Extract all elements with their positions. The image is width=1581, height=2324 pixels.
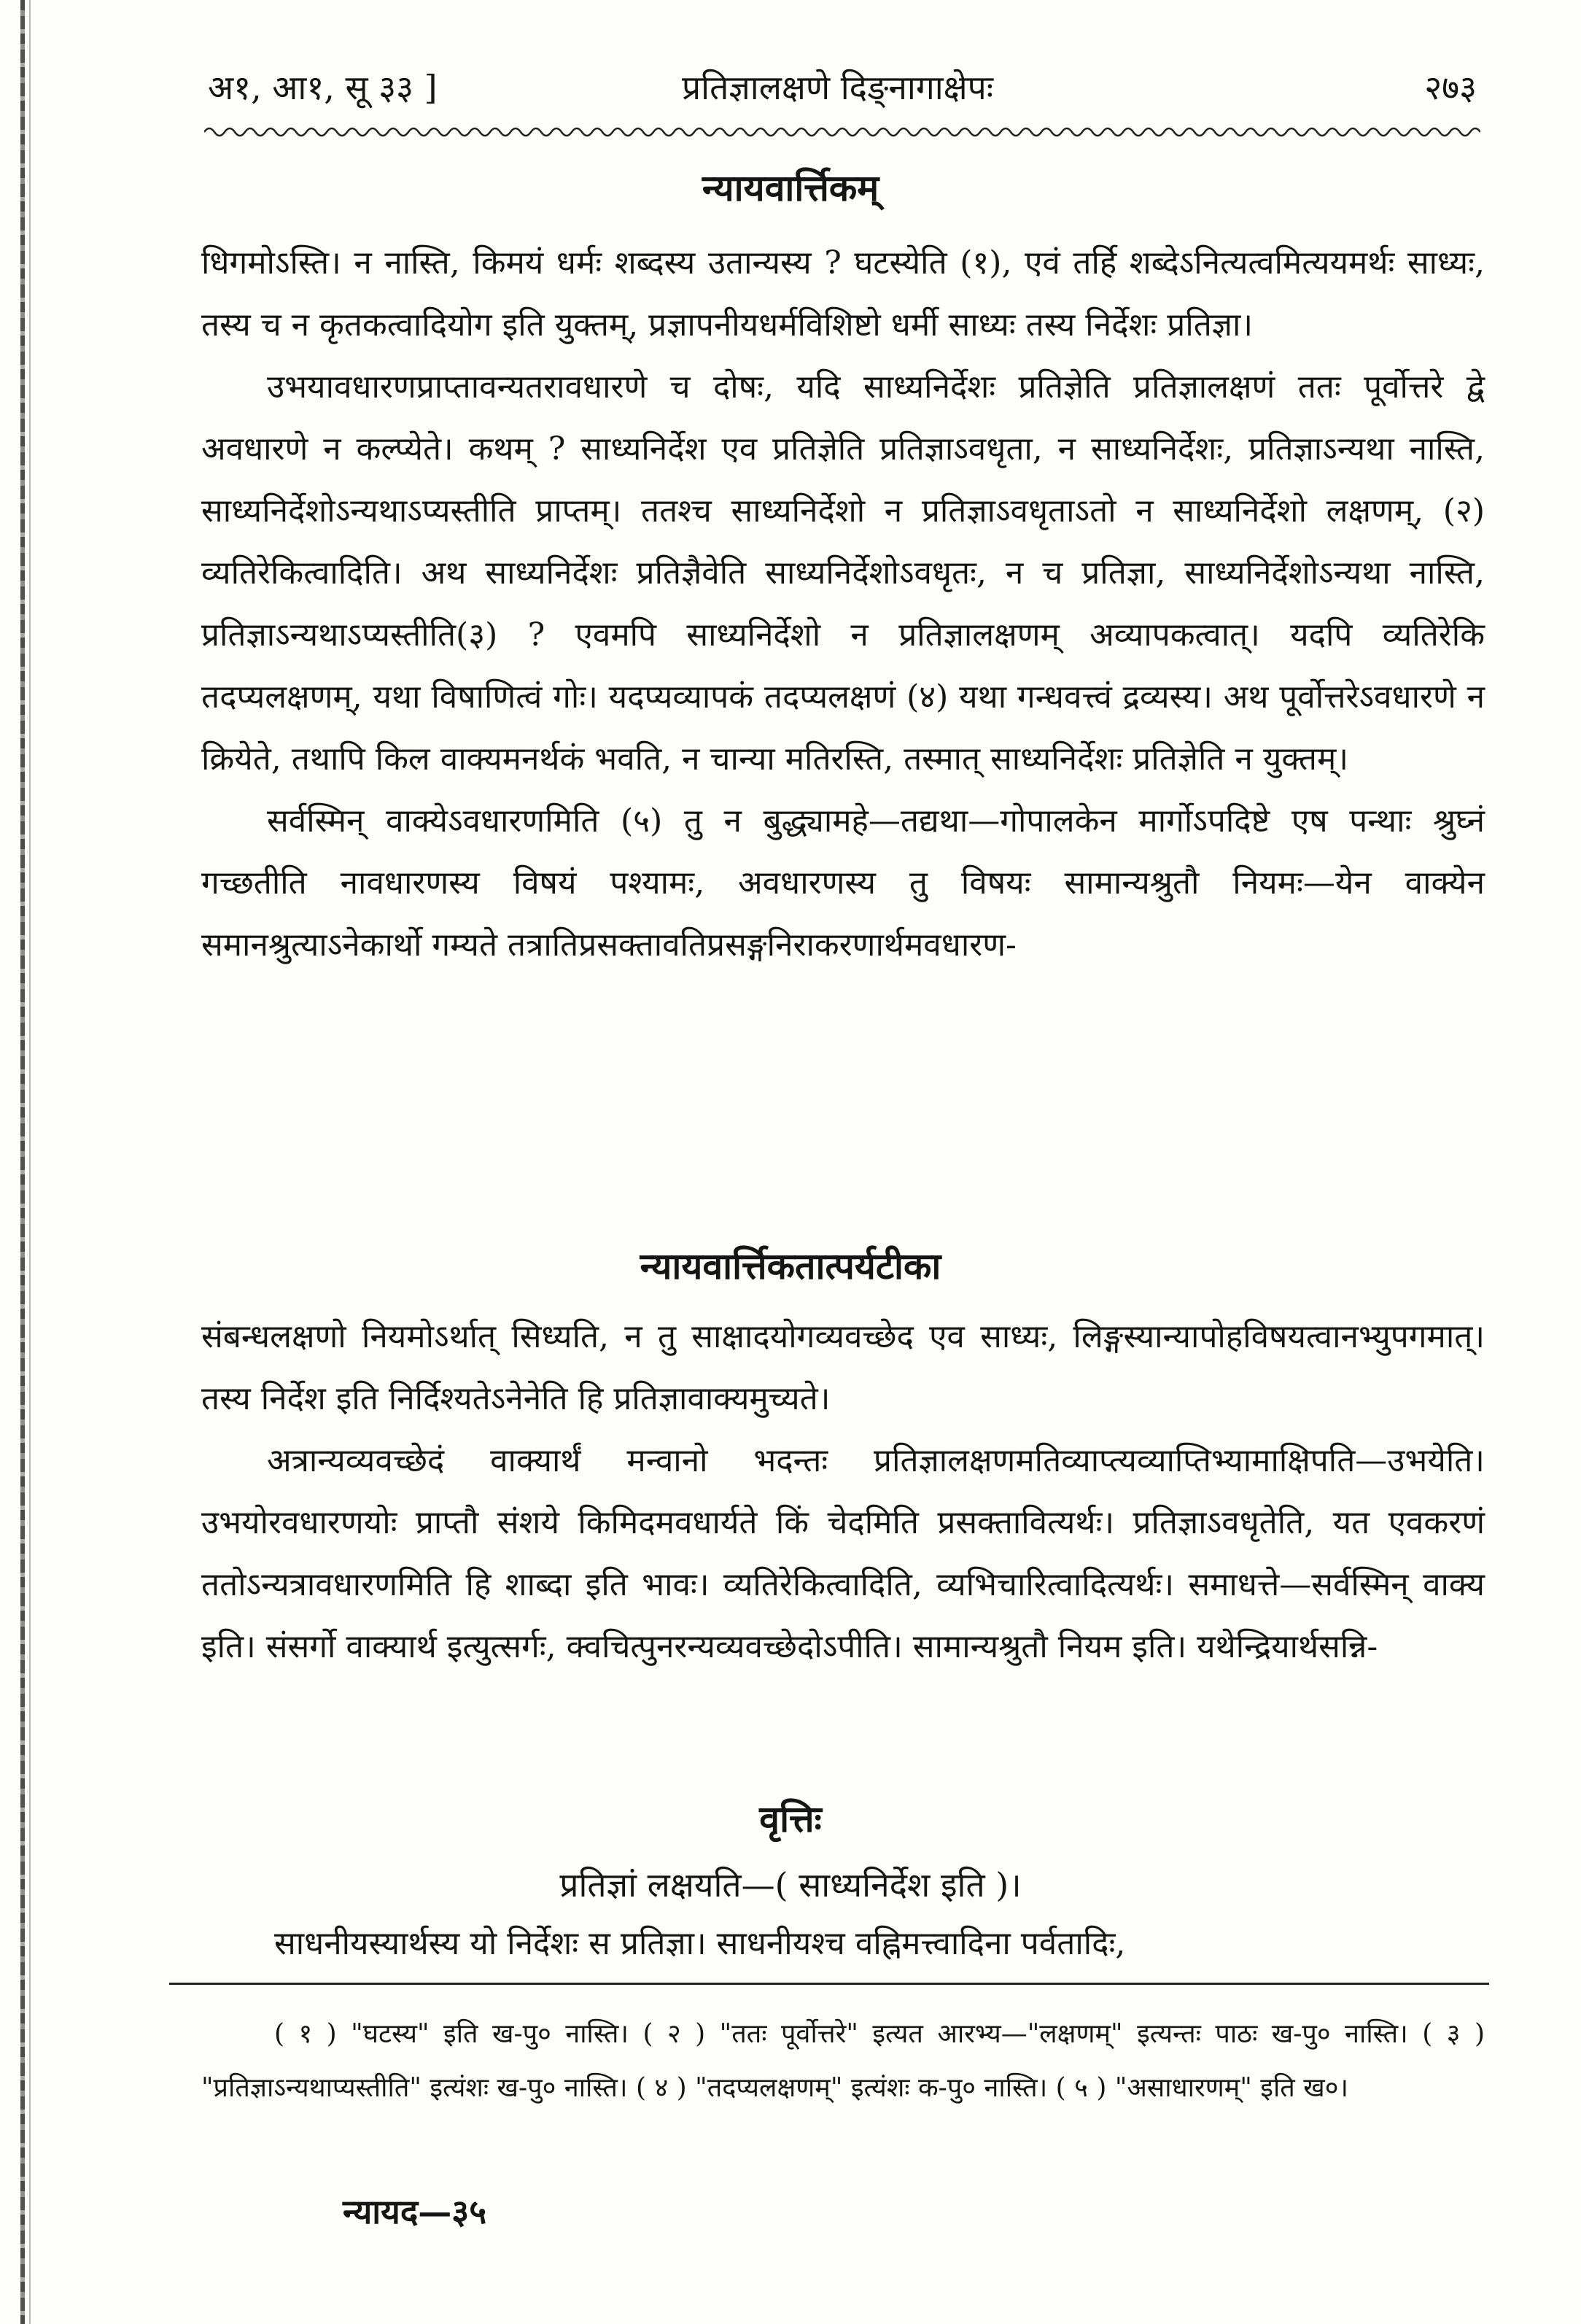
running-header xyxy=(208,64,1477,115)
footnotes xyxy=(201,2007,1485,2115)
section-title-varttikam: न्यायवार्त्तिकम् xyxy=(702,166,879,209)
header-wavy-rule xyxy=(204,123,1480,142)
book-spine-edge xyxy=(20,0,25,2324)
vritti-line-2: साधनीयस्यार्थस्य यो निर्देशः स प्रतिज्ञा। साधनीयश्च वह्निमत्त्वादिना पर्वतादिः, xyxy=(274,1925,1126,1962)
vritti-line-1: प्रतिज्ञां लक्षयति—( साध्यनिर्देश इति )। xyxy=(559,1865,1022,1905)
signature-mark: न्यायद—३५ xyxy=(343,2192,487,2231)
tika-paragraph-1: संबन्धलक्षणो नियमोऽर्थात् सिध्यति, न तु साक्षादयोगव्यवच्छेद एव साध्यः, लिङ्गस्यान्यापोहविषयत्वानभ्युपगमात्। तस्य निर्देश इति निर्दिश्यतेऽनेनेति हि प्रतिज्ञावाक्यमुच्यते। xyxy=(201,1318,1485,1417)
section-title-vritti: वृत्तिः xyxy=(759,1797,822,1840)
section-title-tika: न्यायवार्त्तिकतात्पर्यटीका xyxy=(640,1244,941,1287)
tika-text xyxy=(201,1306,1485,1678)
footnote-rule xyxy=(169,1983,1489,1985)
footnote-text: ( १ ) "घटस्य" इति ख-पु० नास्ति। ( २ ) "ततः पूर्वोत्तरे" इत्यत आरभ्य—"लक्षणम्" इत्यन्तः पाठः ख-पु० नास्ति। ( ३ ) "प्रतिज्ञाऽन्यथाप्यस्तीति" इत्यंशः ख-पु० नास्ति। ( ४ ) "तदप्यलक्षणम्" इत्यंशः क-पु० नास्ति। ( ५ ) "असाधारणम्" इति ख०। xyxy=(201,2019,1485,2103)
book-spine-line xyxy=(29,0,31,2324)
varttikam-paragraph-3: सर्वस्मिन् वाक्येऽवधारणमिति (५) तु न बुद्ध्यामहे—तद्यथा—गोपालकेन मार्गोऽपदिष्टे एष पन्थाः श्रुघ्नं गच्छतीति नावधारणस्य विषयं पश्यामः, अवधारणस्य तु विषयः सामान्यश्रुतौ नियमः—येन वाक्येन समानश्रुत्याऽनेकार्थो गम्यते तत्रातिप्रसक्तावतिप्रसङ्गनिराकरणार्थमवधारण- xyxy=(201,802,1485,964)
tika-paragraph-2: अत्रान्यव्यवच्छेदं वाक्यार्थं मन्वानो भदन्तः प्रतिज्ञालक्षणमतिव्याप्त्यव्याप्तिभ्यामाक्षिपति—उभयेति। उभयोरवधारणयोः प्राप्तौ संशये किमिदमवधार्यते किं चेदमिति प्रसक्तावित्यर्थः। प्रतिज्ञाऽवधृतेति, यत एवकरणं ततोऽन्यत्रावधारणमिति हि शाब्दा इति भावः। व्यतिरेकित्वादिति, व्यभिचारित्वादित्यर्थः। समाधत्ते—सर्वस्मिन् वाक्य इति। संसर्गो वाक्यार्थ इत्युत्सर्गः, क्वचित्पुनरन्यव्यवच्छेदोऽपीति। सामान्यश्रुतौ नियम इति। यथेन्द्रियार्थसन्नि- xyxy=(201,1442,1485,1665)
varttikam-paragraph-2: उभयावधारणप्राप्तावन्यतरावधारणे च दोषः, यदि साध्यनिर्देशः प्रतिज्ञेति प्रतिज्ञालक्षणं ततः पूर्वोत्तरे द्वे अवधारणे न कल्प्येते। कथम् ? साध्यनिर्देश एव प्रतिज्ञेति प्रतिज्ञाऽवधृता, न साध्यनिर्देशः, प्रतिज्ञाऽन्यथा नास्ति, साध्यनिर्देशोऽन्यथाऽप्यस्तीति प्राप्तम्। ततश्च साध्यनिर्देशो न प्रतिज्ञाऽवधृताऽतो न साध्यनिर्देशो लक्षणम्, (२) व्यतिरेकित्वादिति। अथ साध्यनिर्देशः प्रतिज्ञैवेति साध्यनिर्देशोऽवधृतः, न च प्रतिज्ञा, साध्यनिर्देशोऽन्यथा नास्ति, प्रतिज्ञाऽन्यथाऽप्यस्तीति(३) ? एवमपि साध्यनिर्देशो न प्रतिज्ञालक्षणम् अव्यापकत्वात्। यदपि व्यतिरेकि तदप्यलक्षणम्, यथा विषाणित्वं गोः। यदप्यव्यापकं तदप्यलक्षणं (४) यथा गन्धवत्त्वं द्रव्यस्य। अथ पूर्वोत्तरेऽवधारणे न क्रियेते, तथापि किल वाक्यमनर्थकं भवति, न चान्या मतिरस्ति, तस्मात् साध्यनिर्देशः प्रतिज्ञेति न युक्तम्। xyxy=(201,368,1485,778)
page-number: २७३ xyxy=(1424,68,1477,107)
varttikam-paragraph-1: धिगमोऽस्ति। न नास्ति, किमयं धर्मः शब्दस्य उतान्यस्य ? घटस्येति (१), एवं तर्हि शब्देऽनित्यत्वमित्ययमर्थः साध्यः, तस्य च न कृतकत्वादियोग इति युक्तम्, प्रज्ञापनीयधर्मविशिष्टो धर्मी साध्यः तस्य निर्देशः प्रतिज्ञा। xyxy=(201,244,1485,344)
header-title: प्रतिज्ञालक्षणे दिङ्नागाक्षेपः xyxy=(682,68,994,107)
varttikam-text xyxy=(201,232,1485,976)
header-reference: अ१, आ१, सू ३३ ] xyxy=(208,68,438,107)
